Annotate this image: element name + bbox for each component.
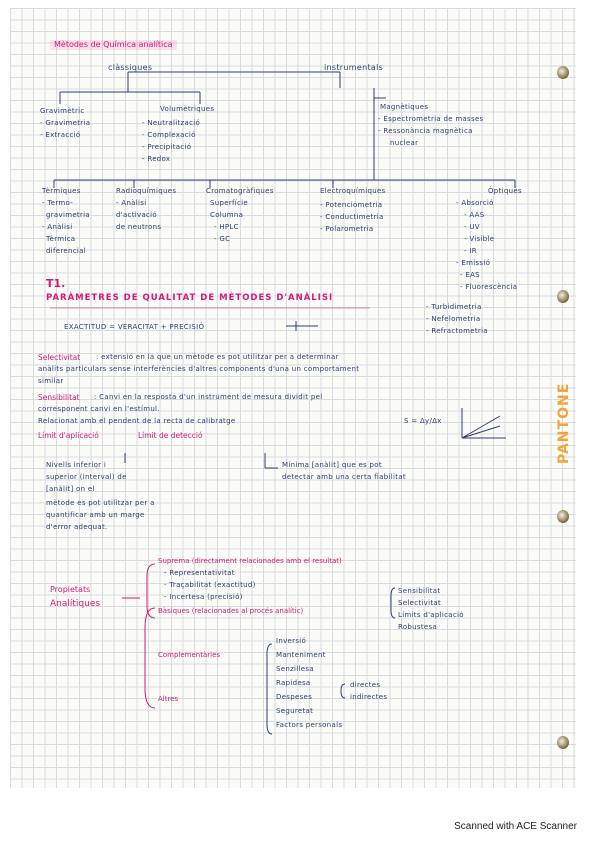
basiques-item: Sensibilitat [398, 587, 441, 595]
binder-hole-icon [557, 736, 569, 749]
optiques-item: - Fluorescència [460, 283, 518, 291]
volumetric-item: - Redox [142, 155, 171, 163]
binder-hole-icon [557, 66, 569, 79]
gravimetric-item: - Gravimetria [40, 119, 91, 127]
electro-item: - Potenciometria [320, 201, 383, 209]
pantone-logo: PANTONE [556, 382, 572, 464]
termiques-item: diferencial [46, 247, 86, 255]
magnetics-item: nuclear [390, 139, 419, 147]
selectivitat-line: similar [38, 377, 64, 385]
optiques-item: - Turbidimetria [426, 303, 482, 311]
sensibilitat-line: corresponent canvi en l'estímul. [38, 405, 160, 413]
cromato-item: Superfície [210, 199, 249, 207]
nivells-line: quantificar amb un marge [46, 511, 145, 519]
comp-item: Factors personals [276, 721, 343, 729]
section-title: PARÀMETRES DE QUALITAT DE MÈTODES D'ANÀLISI [46, 293, 334, 303]
section-number: T1. [46, 277, 66, 290]
notebook-page [10, 8, 576, 788]
propietats-label: Propietats [50, 585, 91, 594]
sensibilitat-line: Relacionat amb el pendent de la recta de calibratge [38, 417, 236, 425]
suprema-item: - Incertesa (precisió) [164, 593, 243, 601]
branch-classic: clàssiques [108, 63, 153, 72]
cromato-head: Cromatogràfiques [206, 187, 274, 195]
radio-item: de neutrons [116, 223, 162, 231]
termiques-item: gravimetria [46, 211, 90, 219]
basiques-item: Selectivitat [398, 599, 442, 607]
volumetric-item: - Precipitació [142, 143, 192, 151]
sensibilitat-term: Sensibilitat [38, 393, 80, 402]
minima-line: Mínima [anàlit] que es pot [282, 461, 382, 469]
despeses-type: indirectes [350, 693, 388, 701]
nivells-line: Nivells inferior i [46, 461, 107, 469]
selectivitat-line: : extensió en la que un mètode es pot utilitzar per a determinar [96, 353, 339, 361]
cromato-item: - GC [214, 235, 231, 243]
magnetics-item: - Ressonància magnètica [378, 127, 473, 135]
magnetics-item: - Espectrometria de masses [378, 115, 484, 123]
complementaries-head: Complementàries [158, 651, 221, 659]
cromato-item: - HPLC [214, 223, 239, 231]
gravimetric-item: - Extracció [40, 131, 81, 139]
optiques-item: - Refractometria [426, 327, 488, 335]
suprema-item: - Representativitat [164, 569, 235, 577]
basiques-item: Límits d'aplicació [398, 611, 464, 619]
nivells-line: d'error adequat. [46, 523, 108, 531]
basiques-head: Bàsiques (relacionades al procés analític) [158, 607, 304, 615]
comp-item: Manteniment [276, 651, 326, 659]
optiques-item: - Visible [464, 235, 495, 243]
branch-instrumental: instrumentals [324, 63, 384, 72]
termiques-head: Tèrmiques [42, 187, 81, 195]
volumetric-item: - Neutralització [142, 119, 201, 127]
magnetics-head: Magnètiques [380, 103, 429, 111]
comp-item: Senzillesa [276, 665, 314, 673]
limit-aplicacio: Límit d'aplicació [38, 431, 99, 440]
radio-item: d'activació [116, 211, 158, 219]
nivells-line: [anàlit] on el [46, 485, 95, 493]
altres-head: Altres [158, 695, 179, 703]
binder-hole-icon [557, 290, 569, 303]
suprema-head: Suprema (directament relacionades amb el resultat) [158, 557, 342, 565]
volumetric-item: - Complexació [142, 131, 196, 139]
termiques-item: - Anàlisi [42, 223, 73, 231]
analitiques-label: Analítiques [50, 599, 101, 609]
optiques-item: - AAS [464, 211, 485, 219]
selectivitat-line: anàlits particulars sense interferències d'altres components d'una un comportament [38, 365, 360, 373]
optiques-item: - IR [464, 247, 477, 255]
binder-hole-icon [557, 510, 569, 523]
scanner-watermark: Scanned with ACE Scanner [454, 821, 577, 832]
termiques-item: - Termo- [42, 199, 74, 207]
despeses-type: directes [350, 681, 381, 689]
exactitud-definition: EXACTITUD = VERACITAT + PRECISIÓ [64, 323, 205, 331]
optiques-head: Òptiques [488, 187, 522, 195]
optiques-item: - Emissió [456, 259, 491, 267]
comp-item: Despeses [276, 693, 313, 701]
suprema-item: - Traçabilitat (exactitud) [164, 581, 256, 589]
termiques-item: Tèrmica [46, 235, 76, 243]
basiques-item: Robustesa [398, 623, 438, 631]
selectivitat-term: Selectivitat [38, 353, 81, 362]
page-title: Mètodes de Química analítica [50, 40, 177, 50]
electro-item: - Conductimetria [320, 213, 384, 221]
minima-line: detectar amb una certa fiabilitat [282, 473, 406, 481]
nivells-line: mètode es pot utilitzar per a [46, 499, 155, 507]
electro-head: Electroquímiques [320, 187, 386, 195]
sensibilitat-formula: S = Δy/Δx [404, 417, 442, 425]
nivells-line: superior (interval) de [46, 473, 127, 481]
electro-item: - Polarometria [320, 225, 374, 233]
optiques-item: - Absorció [456, 199, 494, 207]
comp-item: Inversió [276, 637, 307, 645]
cromato-item: Columna [210, 211, 244, 219]
optiques-item: - Nefelometria [426, 315, 481, 323]
gravimetric-head: Gravimètric [40, 107, 85, 115]
sensibilitat-line: : Canvi en la resposta d'un instrument de mesura dividit pel [94, 393, 323, 401]
comp-item: Rapidesa [276, 679, 311, 687]
comp-item: Seguretat [276, 707, 314, 715]
volumetric-head: Volumètriques [160, 105, 215, 113]
radio-head: Radioquímiques [116, 187, 177, 195]
optiques-item: - UV [464, 223, 480, 231]
optiques-item: - EAS [460, 271, 480, 279]
radio-item: - Anàlisi [116, 199, 147, 207]
limit-deteccio: Límit de detecció [138, 431, 203, 440]
